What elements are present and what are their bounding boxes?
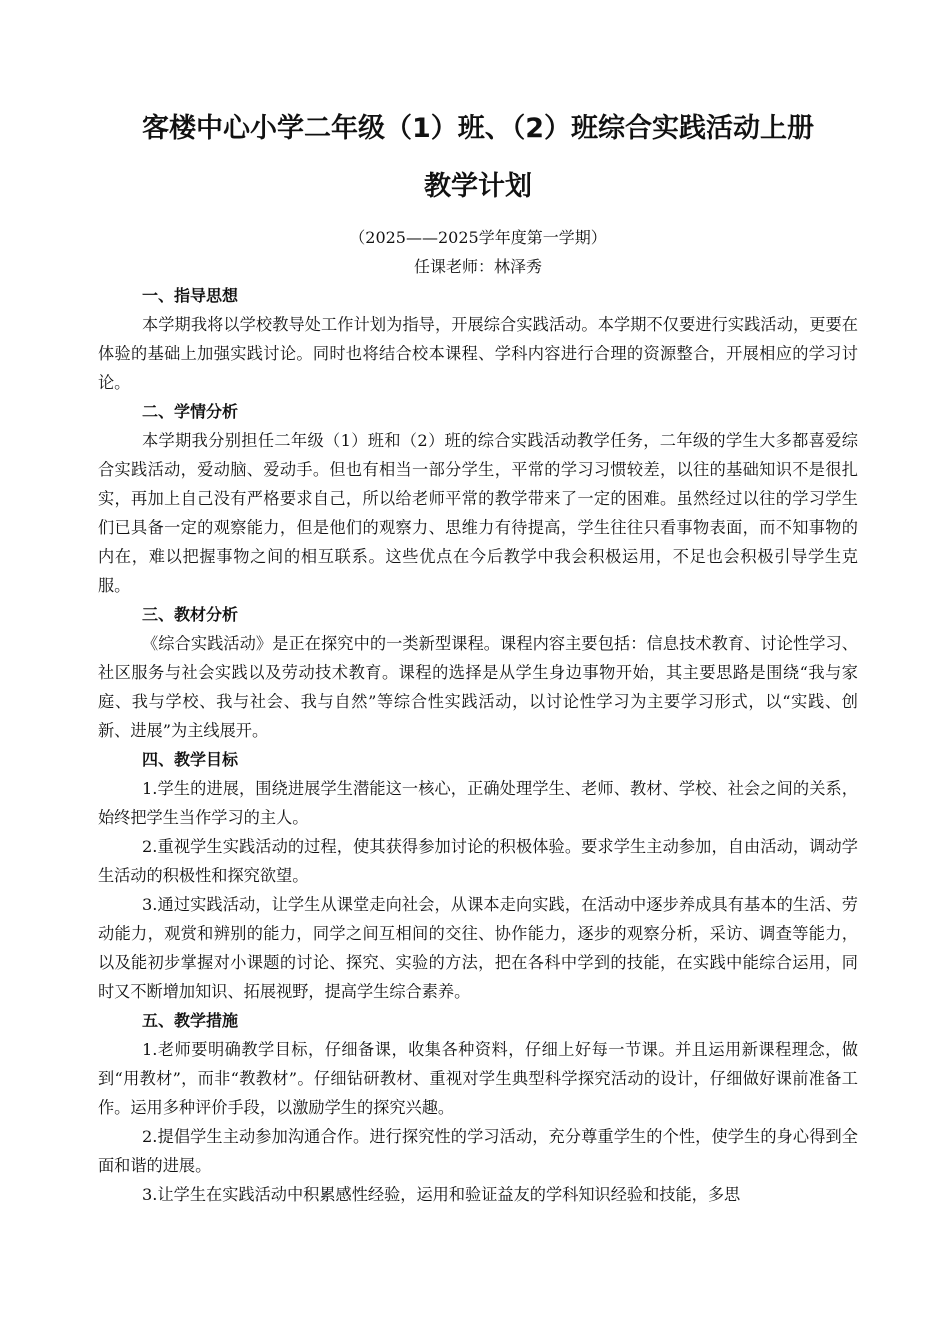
- section-paragraph: 3.通过实践活动，让学生从课堂走向社会，从课本走向实践，在活动中逐步养成具有基本的生活、劳动能力，观赏和辨别的能力，同学之间互相间的交往、协作能力，逐步的观察分析，采访、调查等能力，以及能初步掌握对小课题的讨论、探究、实验的方法，把在各科中学到的技能，在实践中能综合运用，同时又不断增加知识、拓展视野，提高学生综合素养。: [98, 895, 858, 1001]
- section-teaching-measures: [98, 1006, 858, 1209]
- section-heading: 四、教学目标: [142, 750, 239, 769]
- section-heading: 三、教材分析: [142, 605, 239, 624]
- document-page: [98, 100, 858, 1209]
- teacher-name: 任课老师：林泽秀: [413, 257, 542, 276]
- section-paragraph: 2.提倡学生主动参加沟通合作。进行探究性的学习活动，充分尊重学生的个性，使学生的身心得到全面和谐的进展。: [98, 1127, 858, 1175]
- section-student-analysis: [98, 397, 858, 600]
- school-year-subtitle: （2025——2025学年度第一学期）: [349, 228, 607, 247]
- section-paragraph: 本学期我将以学校教导处工作计划为指导，开展综合实践活动。本学期不仅要进行实践活动，更要在体验的基础上加强实践讨论。同时也将结合校本课程、学科内容进行合理的资源整合，开展相应的学习讨论。: [98, 315, 858, 392]
- document-title-line1: 客楼中心小学二年级（1）班、（2）班综合实践活动上册: [141, 113, 815, 144]
- section-paragraph: 1.老师要明确教学目标，仔细备课，收集各种资料，仔细上好每一节课。并且运用新课程理念，做到“用教材”，而非“教教材”。仔细钻研教材、重视对学生典型科学探究活动的设计，仔细做好课前准备工作。运用多种评价手段，以激励学生的探究兴趣。: [98, 1040, 858, 1117]
- section-textbook-analysis: [98, 600, 858, 745]
- section-paragraph: 本学期我分别担任二年级（1）班和（2）班的综合实践活动教学任务，二年级的学生大多都喜爱综合实践活动，爱动脑、爱动手。但也有相当一部分学生，平常的学习习惯较差，以往的基础知识不是很扎实，再加上自己没有严格要求自己，所以给老师平常的教学带来了一定的困难。虽然经过以往的学习学生们已具备一定的观察能力，但是他们的观察力、思维力有待提高，学生往往只看事物表面，而不知事物的内在，难以把握事物之间的相互联系。这些优点在今后教学中我会积极运用，不足也会积极引导学生克服。: [98, 431, 858, 595]
- section-teaching-goals: [98, 745, 858, 1006]
- section-paragraph: 2.重视学生实践活动的过程，使其获得参加讨论的积极体验。要求学生主动参加，自由活动，调动学生活动的积极性和探究欲望。: [98, 837, 858, 885]
- section-heading: 五、教学措施: [142, 1011, 239, 1030]
- section-paragraph: 1.学生的进展，围绕进展学生潜能这一核心，正确处理学生、老师、教材、学校、社会之间的关系，始终把学生当作学习的主人。: [98, 779, 858, 827]
- section-heading: 一、指导思想: [142, 286, 239, 305]
- section-guiding-ideology: [98, 281, 858, 397]
- document-title-line2: 教学计划: [424, 171, 532, 202]
- section-heading: 二、学情分析: [142, 402, 239, 421]
- section-paragraph: 3.让学生在实践活动中积累感性经验，运用和验证益友的学科知识经验和技能，多思: [142, 1185, 741, 1204]
- section-paragraph: 《综合实践活动》是正在探究中的一类新型课程。课程内容主要包括：信息技术教育、讨论性学习、社区服务与社会实践以及劳动技术教育。课程的选择是从学生身边事物开始，其主要思路是围绕“我与家庭、我与学校、我与社会、我与自然”等综合性实践活动，以讨论性学习为主要学习形式，以“实践、创新、进展”为主线展开。: [98, 634, 858, 740]
